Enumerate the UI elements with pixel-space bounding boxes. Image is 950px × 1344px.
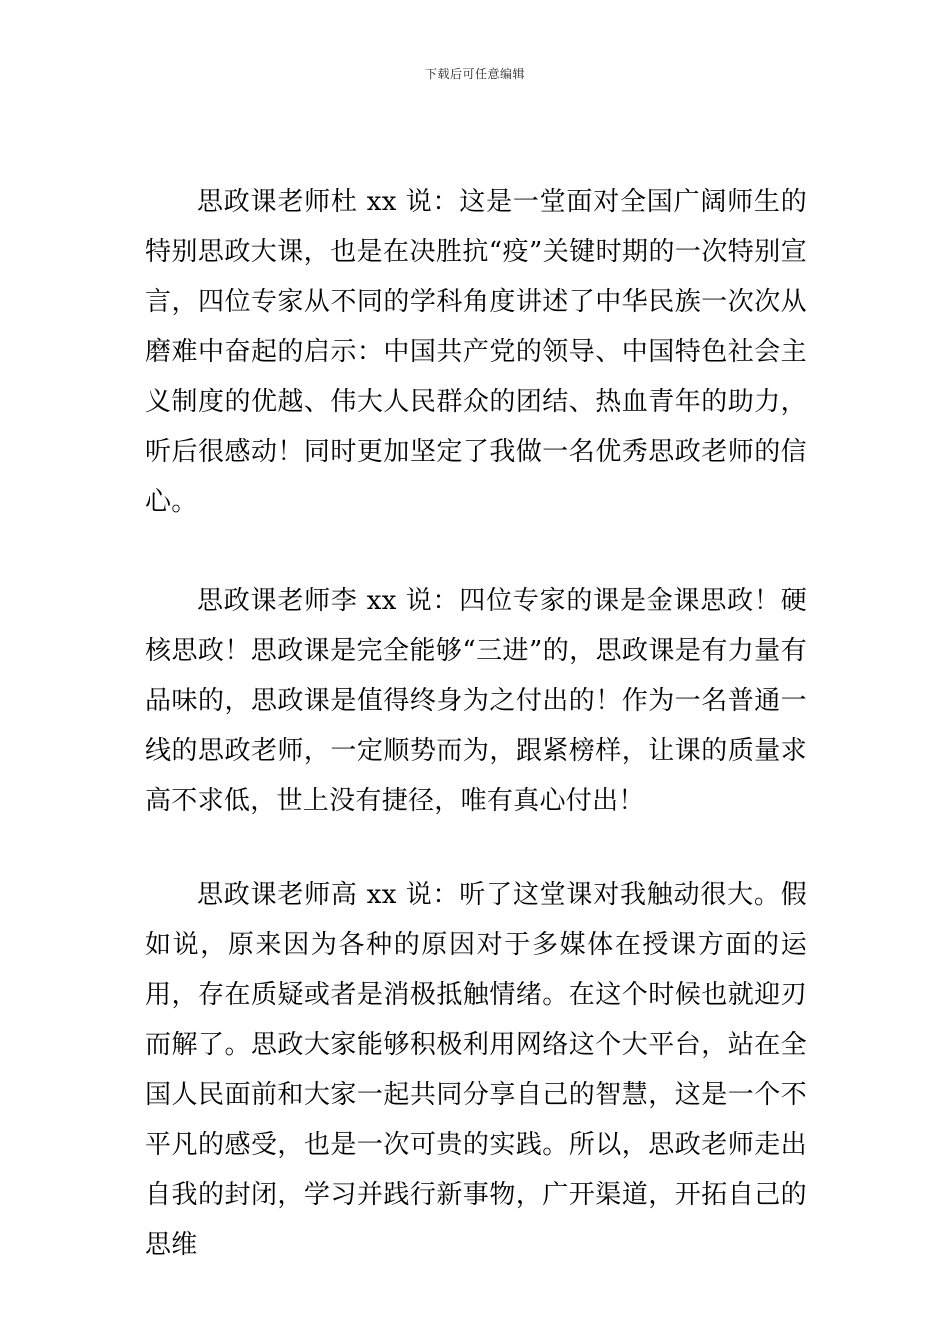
paragraph-teacher-gao: 思政课老师高 xx 说：听了这堂课对我触动很大。假如说，原来因为各种的原因对于多媒体在授课方面的运用，存在质疑或者是消极抵触情绪。在这个时候也就迎刃而解了。思政大家能够积极利用网络这个大平台，站在全国人民面前和大家一起共同分享自己的智慧，这是一个不平凡的感受，也是一次可贵的实践。所以，思政老师走出自我的封闭，学习并践行新事物，广开渠道，开拓自己的思维 [145, 880, 807, 1260]
paragraph-teacher-li: 思政课老师李 xx 说：四位专家的课是金课思政！硬核思政！思政课是完全能够“三进”的，思政课是有力量有品味的，思政课是值得终身为之付出的！作为一名普通一线的思政老师，一定顺势而为，跟紧榜样，让课的质量求高不求低，世上没有捷径，唯有真心付出！ [145, 586, 807, 816]
paragraph-teacher-du: 思政课老师杜 xx 说：这是一堂面对全国广阔师生的特别思政大课，也是在决胜抗“疫”关键时期的一次特别宣言，四位专家从不同的学科角度讲述了中华民族一次次从磨难中奋起的启示：中国共产党的领导、中国特色社会主义制度的优越、伟大人民群众的团结、热血青年的助力，听后很感动！同时更加坚定了我做一名优秀思政老师的信心。 [145, 187, 807, 517]
page-header: 下载后可任意编辑 [424, 67, 525, 81]
